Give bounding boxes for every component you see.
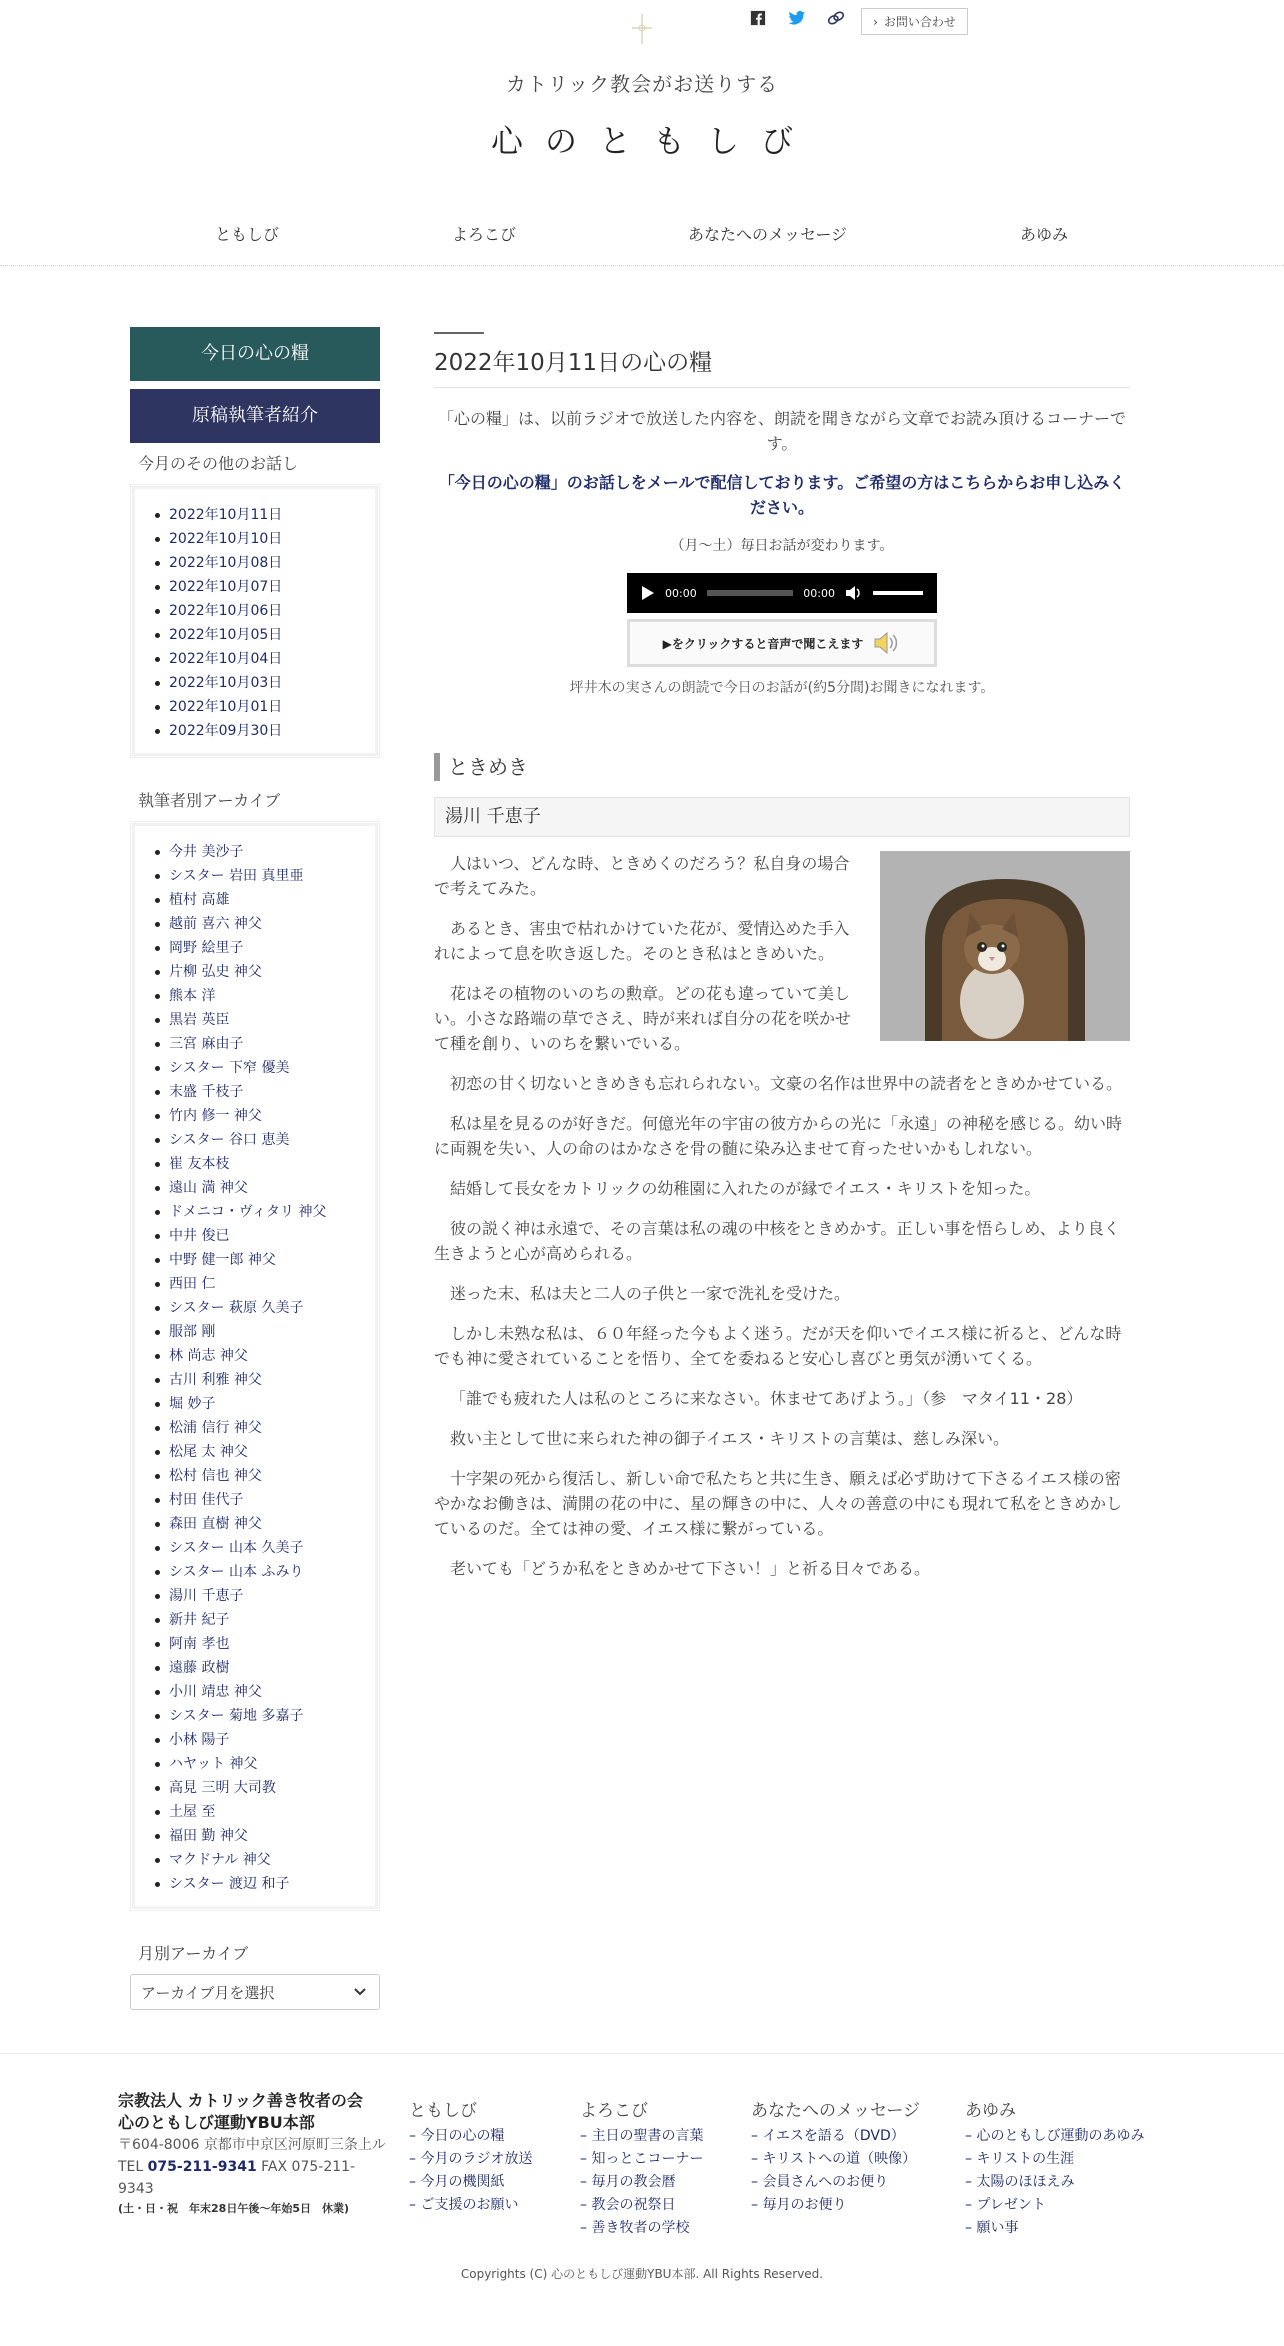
footer-link-label: 太陽のほほえみ <box>976 2174 1075 2190</box>
author-archive-link[interactable]: 小川 靖忠 神父 <box>151 1680 377 1704</box>
tel-label: TEL <box>118 2159 144 2175</box>
dash-bullet: – <box>965 2220 977 2236</box>
reader-note: 坪井木の実さんの朗読で今日のお話が(約5分間)お聞きになれます。 <box>569 680 995 696</box>
month-archive-link[interactable]: 2022年10月06日 <box>151 599 377 623</box>
footer-col-ayumi <box>965 2096 1144 2240</box>
dash-bullet: – <box>751 2197 763 2213</box>
footer-link-label: プレゼント <box>976 2197 1046 2213</box>
kitten-photo <box>880 851 1130 1041</box>
author-archive-link[interactable]: シスター 萩原 久美子 <box>151 1296 377 1320</box>
footer-link-label: 主日の聖書の言葉 <box>591 2128 704 2144</box>
author-archive-link[interactable]: ドメニコ・ヴィタリ 神父 <box>151 1200 377 1224</box>
org-name-2: 心のともしび運動YBU本部 <box>118 2113 315 2132</box>
footer-link[interactable] <box>751 2125 920 2148</box>
author-list <box>133 840 377 1896</box>
author-list-box <box>130 821 380 1911</box>
org-name-1: 宗教法人 カトリック善き牧者の会 <box>118 2091 363 2110</box>
footer-link-label: 善き牧者の学校 <box>591 2220 690 2236</box>
listen-button[interactable] <box>627 619 937 667</box>
fax-number: FAX 075-211-9343 <box>118 2159 356 2197</box>
chevron-down-icon <box>353 1987 367 1997</box>
archive-month-select[interactable] <box>130 1974 380 2010</box>
footer-link-label: 会員さんへのお便り <box>762 2174 889 2190</box>
footer-link[interactable] <box>751 2171 920 2194</box>
seek-bar[interactable] <box>707 590 794 596</box>
author-archive-link[interactable]: シスター 下窄 優美 <box>151 1056 377 1080</box>
sidebar <box>130 327 380 2010</box>
article-paragraph: 迷った末、私は夫と二人の子供と一家で洗礼を受けた。 <box>450 1284 851 1303</box>
author-archive-link[interactable]: シスター 菊地 多嘉子 <box>151 1704 377 1728</box>
footer-link-label: 今月の機関紙 <box>420 2174 505 2190</box>
author-archive-link[interactable]: 崔 友本枝 <box>151 1152 377 1176</box>
footer-link-label: ご支援のお願い <box>420 2197 519 2213</box>
speaker-icon <box>873 631 901 655</box>
chevron-right-icon: › <box>873 14 878 29</box>
month-archive-link[interactable]: 2022年10月04日 <box>151 647 377 671</box>
author-archive-link[interactable]: シスター 谷口 恵美 <box>151 1128 377 1152</box>
dash-bullet: – <box>409 2128 421 2144</box>
dash-bullet: – <box>409 2151 421 2167</box>
footer-link-label: 毎月の教会暦 <box>591 2174 676 2190</box>
author-archive-link[interactable]: 服部 剛 <box>151 1320 377 1344</box>
footer-col-yorokobi <box>580 2096 703 2240</box>
audio-player <box>627 573 937 613</box>
dash-bullet: – <box>751 2128 763 2144</box>
author-archive-link[interactable]: 竹内 修一 神父 <box>151 1104 377 1128</box>
month-archive-link[interactable]: 2022年10月05日 <box>151 623 377 647</box>
article-paragraph: 人はいつ、どんな時、ときめくのだろう？私自身の場合で考えてみた。 <box>434 854 850 898</box>
intro-text: 「心の糧」は、以前ラジオで放送した内容を、朗読を聞きながら文章でお読み頂けるコーナーです。 <box>437 409 1126 453</box>
month-list <box>133 503 377 743</box>
archive-select-value: アーカイブ月を選択 <box>141 1983 275 2002</box>
article-paragraph: 救い主として世に来られた神の御子イエス・キリストの言葉は、慈しみ深い。 <box>450 1429 1010 1448</box>
dash-bullet: – <box>965 2151 977 2167</box>
footer-link[interactable] <box>409 2194 532 2217</box>
author-archive-link[interactable]: 中野 健一郎 神父 <box>151 1248 377 1272</box>
mail-subscribe-link[interactable]: 「今日の心の糧」のお話しをメールで配信しております。ご希望の方はこちらからお申し込みください。 <box>438 473 1126 517</box>
article-paragraph: 花はその植物のいのちの勲章。どの花も違っていて美しい。小さな路端の草でさえ、時が来れば自分の花を咲かせて種を創り、いのちを繋いでいる。 <box>434 984 851 1053</box>
copyright: Copyrights (C) 心のともしび運動YBU本部. All Rights Reserved. <box>460 2267 824 2281</box>
dash-bullet: – <box>751 2151 763 2167</box>
article-paragraph: 彼の説く神は永遠で、その言葉は私の魂の中核をときめかす。正しい事を悟らしめ、より良く生きようと心が高められる。 <box>434 1219 1120 1263</box>
footer-link-label: 今日の心の糧 <box>420 2128 505 2144</box>
footer-link-label: キリストの生涯 <box>976 2151 1075 2167</box>
article-paragraph: 「誰でも疲れた人は私のところに来なさい。休ませてあげよう。」（参 マタイ11・28） <box>450 1389 1083 1408</box>
main-content <box>434 332 1130 1596</box>
author-archive-link[interactable]: 片柳 弘史 神父 <box>151 960 377 984</box>
dash-bullet: – <box>580 2128 592 2144</box>
dash-bullet: – <box>965 2128 977 2144</box>
footer-link[interactable] <box>580 2148 703 2171</box>
author-archive-link[interactable]: 林 尚志 神父 <box>151 1344 377 1368</box>
author-archive-link[interactable]: 三宮 麻由子 <box>151 1032 377 1056</box>
footer-link-label: イエスを語る（DVD） <box>762 2128 905 2144</box>
author-archive-link[interactable]: シスター 渡辺 和子 <box>151 1872 377 1896</box>
nav-item-ayumi[interactable]: あゆみ <box>1020 225 1069 244</box>
author-archive-link[interactable]: 越前 喜六 神父 <box>151 912 377 936</box>
footer-link[interactable] <box>965 2125 1144 2148</box>
daily-note: （月～土）毎日お話が変わります。 <box>670 538 894 554</box>
site-title[interactable]: 心のともしび <box>490 122 815 160</box>
author-archive-link[interactable]: 植村 高雄 <box>151 888 377 912</box>
volume-icon[interactable] <box>845 585 863 601</box>
footer-link[interactable] <box>751 2148 920 2171</box>
month-archive-link[interactable]: 2022年10月08日 <box>151 551 377 575</box>
author-archive-link[interactable]: 黒岩 英臣 <box>151 1008 377 1032</box>
footer-link[interactable] <box>751 2194 920 2217</box>
footer-org <box>118 2090 388 2216</box>
cross-logo-icon <box>630 14 654 44</box>
footer-link[interactable] <box>409 2171 532 2194</box>
author-archive-link[interactable]: 小林 陽子 <box>151 1728 377 1752</box>
current-time: 00:00 <box>665 586 697 600</box>
dash-bullet: – <box>409 2174 421 2190</box>
author-archive-link[interactable]: マクドナル 神父 <box>151 1848 377 1872</box>
play-icon[interactable] <box>641 585 655 601</box>
footer-link-label: キリストへの道（映像） <box>762 2151 917 2167</box>
month-archive-link[interactable]: 2022年10月01日 <box>151 695 377 719</box>
page-title: 2022年10月11日の心の糧 <box>434 344 1130 388</box>
author-archive-link[interactable]: 岡野 絵里子 <box>151 936 377 960</box>
footer <box>0 2053 1284 2346</box>
footer-link[interactable] <box>965 2171 1144 2194</box>
footer-link[interactable] <box>580 2171 703 2194</box>
footer-col-message <box>751 2096 920 2217</box>
article-paragraph: 結婚して長女をカトリックの幼稚園に入れたのが縁でイエス・キリストを知った。 <box>450 1179 1041 1198</box>
author-archive-link[interactable]: 熊本 洋 <box>151 984 377 1008</box>
footer-link-label: 今月のラジオ放送 <box>420 2151 533 2167</box>
author-archive-link[interactable]: シスター 山本 久美子 <box>151 1536 377 1560</box>
author-archive-link[interactable]: 高見 三明 大司教 <box>151 1776 377 1800</box>
author-archive-link[interactable]: 松村 信也 神父 <box>151 1464 377 1488</box>
monthly-archive-heading: 月別アーカイブ <box>138 1944 249 1963</box>
month-heading: 今月のその他のお話し <box>138 454 299 473</box>
author-archive-link[interactable]: 村田 佳代子 <box>151 1488 377 1512</box>
dash-bullet: – <box>751 2174 763 2190</box>
contact-label: お問い合わせ <box>883 15 956 29</box>
writers-button[interactable]: 原稿執筆者紹介 <box>130 389 380 443</box>
global-nav <box>0 222 1284 266</box>
share-link-icon[interactable] <box>826 10 844 28</box>
footer-link-label: 願い事 <box>976 2220 1019 2236</box>
author-heading: 執筆者別アーカイブ <box>138 791 281 810</box>
author-archive-link[interactable]: 遠山 満 神父 <box>151 1176 377 1200</box>
tel-number[interactable]: 075-211-9341 <box>147 2159 257 2175</box>
article-paragraph: しかし未熟な私は、６０年経った今もよく迷う。だが天を仰いでイエス様に祈ると、どんな時でも神に愛されていることを悟り、全てを委ねると安心し喜びと勇気が湧いてくる。 <box>434 1324 1122 1368</box>
top-bar <box>0 0 1284 60</box>
author-archive-link[interactable]: シスター 岩田 真里亜 <box>151 864 377 888</box>
org-phone <box>118 2156 388 2200</box>
author-archive-link[interactable]: 湯川 千恵子 <box>151 1584 377 1608</box>
nav-item-message[interactable]: あなたへのメッセージ <box>688 225 848 244</box>
footer-link[interactable] <box>965 2148 1144 2171</box>
month-list-box <box>130 484 380 758</box>
author-archive-link[interactable]: 福田 勤 神父 <box>151 1824 377 1848</box>
nav-item-tomoshibi[interactable]: ともしび <box>215 225 280 244</box>
author-archive-link[interactable]: 松尾 太 神父 <box>151 1440 377 1464</box>
article-paragraph: あるとき、害虫で枯れかけていた花が、愛情込めた手入れによって息を吹き返した。そのとき私はときめいた。 <box>434 919 850 963</box>
dash-bullet: – <box>580 2220 592 2236</box>
month-archive-link[interactable]: 2022年10月10日 <box>151 527 377 551</box>
listen-label: ▶をクリックすると音声で聞こえます <box>662 636 864 651</box>
footer-link-label: 毎月のお便り <box>762 2197 847 2213</box>
footer-link[interactable] <box>580 2194 703 2217</box>
footer-link[interactable] <box>965 2194 1144 2217</box>
article-paragraph: 私は星を見るのが好きだ。何億光年の宇宙の彼方からの光に「永遠」の神秘を感じる。幼い時に両親を失い、人の命のはかなさを骨の髄に染み込ませて育ったせいかもしれない。 <box>434 1114 1123 1158</box>
article-paragraph: 十字架の死から復活し、新しい命で私たちと共に生き、願えば必ず助けて下さるイエス様の密やかなお働きは、満開の花の中に、星の輝きの中に、人々の善意の中にも現れて私をときめかしているのだ。全ては神の愛、イエス様に繋がっている。 <box>434 1469 1123 1538</box>
business-hours: (土・日・祝 年末28日午後〜年始5日 休業) <box>118 2202 350 2215</box>
dash-bullet: – <box>409 2197 421 2213</box>
author-name: 湯川 千恵子 <box>434 797 1130 837</box>
month-archive-link[interactable]: 2022年10月07日 <box>151 575 377 599</box>
dash-bullet: – <box>580 2197 592 2213</box>
title-decoration <box>434 332 484 334</box>
author-archive-link[interactable]: 中井 俊已 <box>151 1224 377 1248</box>
month-archive-link[interactable]: 2022年09月30日 <box>151 719 377 743</box>
dash-bullet: – <box>965 2197 977 2213</box>
footer-link-label: 知っとこコーナー <box>591 2151 704 2167</box>
dash-bullet: – <box>580 2151 592 2167</box>
author-archive-link[interactable]: 松浦 信行 神父 <box>151 1416 377 1440</box>
author-archive-link[interactable]: 新井 紀子 <box>151 1608 377 1632</box>
today-kokoro-button[interactable]: 今日の心の糧 <box>130 327 380 381</box>
site-subtitle: カトリック教会がお送りする <box>505 72 779 96</box>
author-archive-link[interactable]: ハヤット 神父 <box>151 1752 377 1776</box>
footer-link-label: 心のともしび運動のあゆみ <box>976 2128 1145 2144</box>
footer-col-heading[interactable]: ともしび <box>409 2101 477 2121</box>
author-archive-link[interactable]: 阿南 孝也 <box>151 1632 377 1656</box>
month-archive-link[interactable]: 2022年10月11日 <box>151 503 377 527</box>
footer-link[interactable] <box>409 2148 532 2171</box>
author-archive-link[interactable]: 西田 仁 <box>151 1272 377 1296</box>
article-paragraph: 初恋の甘く切ないときめきも忘れられない。文豪の名作は世界中の読者をときめかせている。 <box>450 1074 1123 1093</box>
org-address: 〒604-8006 京都市中京区河原町三条上ル <box>118 2137 386 2153</box>
footer-col-heading[interactable]: あゆみ <box>965 2101 1016 2121</box>
footer-col-heading[interactable]: あなたへのメッセージ <box>751 2101 920 2121</box>
facebook-icon[interactable] <box>750 10 768 28</box>
month-archive-link[interactable]: 2022年10月03日 <box>151 671 377 695</box>
author-archive-link[interactable]: 今井 美沙子 <box>151 840 377 864</box>
social-links <box>750 10 844 28</box>
author-archive-link[interactable]: 森田 直樹 神父 <box>151 1512 377 1536</box>
author-archive-link[interactable]: 末盛 千枝子 <box>151 1080 377 1104</box>
footer-link[interactable] <box>965 2217 1144 2240</box>
author-archive-link[interactable]: 堀 妙子 <box>151 1392 377 1416</box>
volume-slider[interactable] <box>873 591 923 595</box>
footer-link[interactable] <box>580 2217 703 2240</box>
author-archive-link[interactable]: 遠藤 政樹 <box>151 1656 377 1680</box>
footer-link[interactable] <box>409 2125 532 2148</box>
dash-bullet: – <box>965 2174 977 2190</box>
dash-bullet: – <box>580 2174 592 2190</box>
duration-time: 00:00 <box>803 586 835 600</box>
contact-button[interactable] <box>861 8 968 35</box>
article-paragraph: 老いても「どうか私をときめかせて下さい！」と祈る日々である。 <box>450 1559 931 1578</box>
footer-link[interactable] <box>580 2125 703 2148</box>
twitter-icon[interactable] <box>788 10 806 28</box>
footer-link-label: 教会の祝祭日 <box>591 2197 676 2213</box>
nav-item-yorokobi[interactable]: よろこび <box>452 225 517 244</box>
section-title: ときめき <box>434 753 1130 781</box>
footer-col-heading[interactable]: よろこび <box>580 2101 648 2121</box>
author-archive-link[interactable]: 土屋 至 <box>151 1800 377 1824</box>
article-body <box>434 851 1130 1581</box>
author-archive-link[interactable]: 古川 利雅 神父 <box>151 1368 377 1392</box>
footer-col-tomoshibi <box>409 2096 532 2217</box>
author-archive-link[interactable]: シスター 山本 ふみり <box>151 1560 377 1584</box>
